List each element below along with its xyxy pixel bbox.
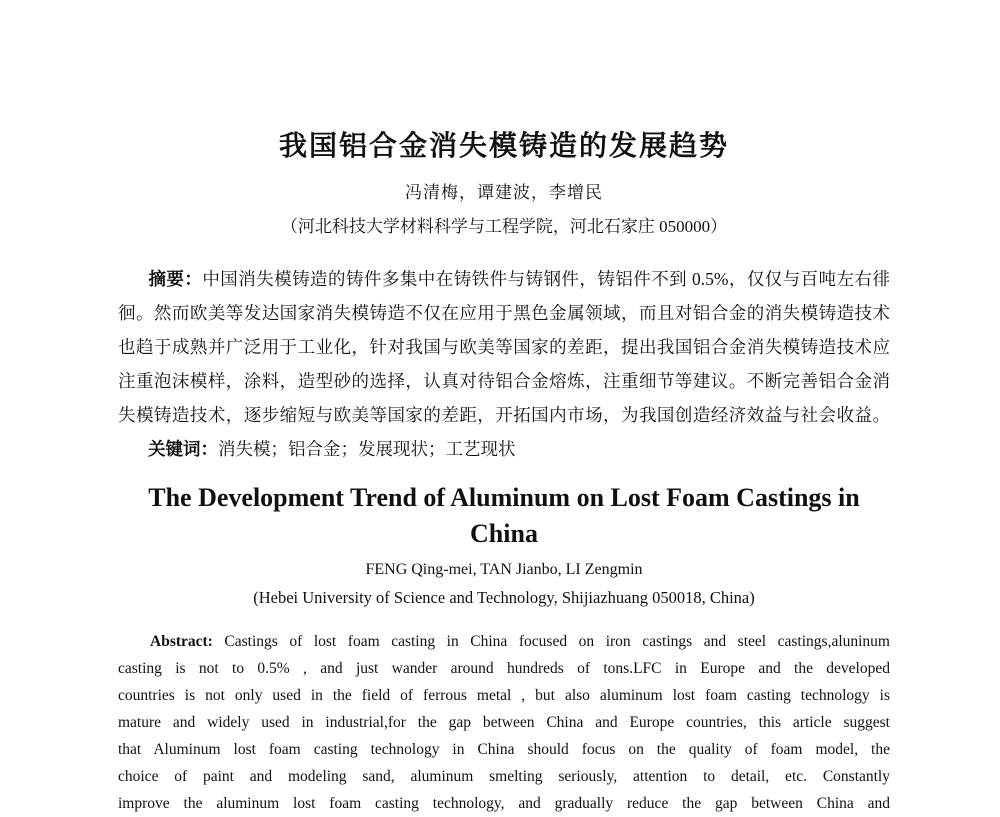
abstract-en-line-5: that Aluminum lost foam casting technology in China should focus on the quality of foam model, the bbox=[118, 741, 890, 758]
abstract-zh-line-3: 也趋于成熟并广泛用于工业化，针对我国与欧美等国家的差距，提出我国铝合金消失模铸造技术应 bbox=[118, 337, 890, 357]
paper-content-column bbox=[118, 126, 890, 817]
abstract-zh-line-1 bbox=[118, 262, 890, 296]
affiliation-zh: （河北科技大学材料科学与工程学院，河北石家庄 050000） bbox=[280, 217, 728, 236]
abstract-en-line-1 bbox=[118, 628, 890, 655]
authors-en: FENG Qing-mei, TAN Jianbo, LI Zengmin bbox=[365, 561, 643, 578]
abstract-en-text-1 bbox=[213, 633, 225, 650]
abstract-zh-line-4: 注重泡沫模样，涂料，造型砂的选择，认真对待铝合金熔炼，注重细节等建议。不断完善铝合金消 bbox=[118, 371, 890, 391]
abstract-en-label: Abstract: bbox=[150, 633, 213, 650]
abstract-zh-text-1: 中国消失模铸造的铸件多集中在铸铁件与铸钢件，铸铝件不到 0.5%，仅仅与百吨左右徘 bbox=[202, 269, 891, 289]
paper-title-en: The Development Trend of Aluminum on Lost Foam Castings in China bbox=[148, 483, 860, 548]
abstract-en-line-6: choice of paint and modeling sand, aluminum smelting seriously, attention to detail, etc. Constantly bbox=[118, 768, 890, 785]
keywords-zh-label: 关键词： bbox=[148, 439, 218, 459]
abstract-en-text-1b: Castings of lost foam casting in China focused on iron castings and steel castings,aluninum bbox=[224, 633, 890, 650]
affiliation-en: (Hebei University of Science and Technology, Shijiazhuang 050018, China) bbox=[253, 588, 755, 607]
abstract-en-line-4: mature and widely used in industrial,for the gap between China and Europe countries, this article suggest bbox=[118, 714, 890, 731]
authors-zh: 冯清梅，谭建波，李增民 bbox=[405, 183, 603, 202]
abstract-en-line-3: countries is not only used in the field of ferrous metal , but also aluminum lost foam casting technology is bbox=[118, 687, 890, 704]
abstract-zh-label: 摘要： bbox=[148, 269, 203, 289]
abstract-zh bbox=[118, 262, 890, 432]
keywords-zh-text: 消失模；铝合金；发展现状；工艺现状 bbox=[218, 439, 516, 459]
abstract-zh-line-5: 失模铸造技术，逐步缩短与欧美等国家的差距，开拓国内市场，为我国创造经济效益与社会收益。 bbox=[118, 405, 890, 425]
abstract-en-line-2: casting is not to 0.5% , and just wander around hundreds of tons.LFC in Europe and the developed bbox=[118, 660, 890, 677]
abstract-en bbox=[118, 628, 890, 817]
keywords-zh bbox=[118, 432, 890, 466]
abstract-en-line-7: improve the aluminum lost foam casting technology, and gradually reduce the gap between China and bbox=[118, 795, 890, 812]
abstract-zh-line-2: 徊。然而欧美等发达国家消失模铸造不仅在应用于黑色金属领域，而且对铝合金的消失模铸造技术 bbox=[118, 303, 890, 323]
paper-title-zh: 我国铝合金消失模铸造的发展趋势 bbox=[278, 130, 729, 161]
